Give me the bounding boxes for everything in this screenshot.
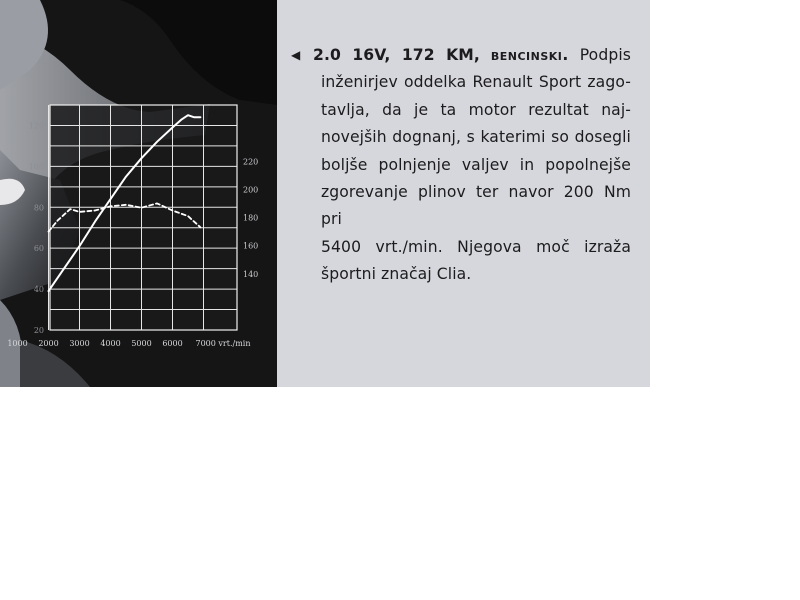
caption-line-1: [291, 42, 631, 69]
left-axis-tick-label: 20: [33, 326, 44, 335]
right-axis-tick-label: 220: [243, 157, 259, 167]
caption-line-3: tavlja, da je ta motor rezultat naj-: [321, 100, 631, 119]
x-axis-tick-label: 3000: [69, 339, 90, 348]
left-axis-tick-label: 120: [28, 121, 44, 131]
chart-plot-area: [50, 105, 237, 330]
left-axis-tick-label: 100: [28, 162, 44, 172]
left-axis-tick-label: 40: [33, 285, 44, 295]
x-axis-tick-label: 4000: [100, 339, 121, 348]
x-axis-tick-label: 5000: [131, 339, 152, 348]
caption-line-5: boljše polnjenje valjev in popolnejše: [321, 155, 631, 174]
right-axis-tick-label: 200: [243, 185, 259, 195]
caption-line-8: športni značaj Clia.: [321, 265, 472, 284]
left-axis-ticks: [29, 121, 44, 335]
x-axis-tick-label: 2000: [38, 339, 59, 348]
right-axis-tick-label: 180: [243, 213, 259, 223]
right-axis-tick-label: 140: [243, 269, 259, 279]
engine-heading: 2.0 16V, 172 KM,: [313, 46, 480, 64]
x-axis-tick-label: 6000: [162, 339, 183, 348]
caption-line-4: novejših dognanj, s katerimi so dosegli: [321, 128, 631, 147]
engine-caption: [291, 42, 631, 289]
right-axis-ticks: [243, 157, 258, 279]
caption-text-start: Podpis: [579, 46, 631, 64]
chart-grid: [49, 105, 238, 330]
caption-line-7: 5400 vrt./min. Njegova moč izraža: [321, 237, 631, 256]
caption-panel: [277, 0, 650, 387]
x-axis-ticks: [7, 339, 250, 348]
caption-line-2: inženirjev oddelka Renault Sport zago-: [321, 73, 631, 92]
x-axis-tick-label: 1000: [7, 339, 28, 348]
left-axis-tick-label: 80: [33, 203, 44, 213]
right-axis-tick-label: 160: [243, 241, 259, 251]
engine-photo-panel: [0, 0, 277, 387]
left-axis-tick-label: 60: [33, 244, 44, 254]
power-torque-chart: [0, 0, 277, 387]
fuel-type-label: bencinski.: [490, 46, 569, 64]
caption-line-6: zgorevanje plinov ter navor 200 Nm pri: [321, 183, 631, 229]
left-triangle-icon: ◀: [291, 48, 301, 62]
x-axis-tick-label: 7000 vrt./min: [195, 339, 251, 348]
